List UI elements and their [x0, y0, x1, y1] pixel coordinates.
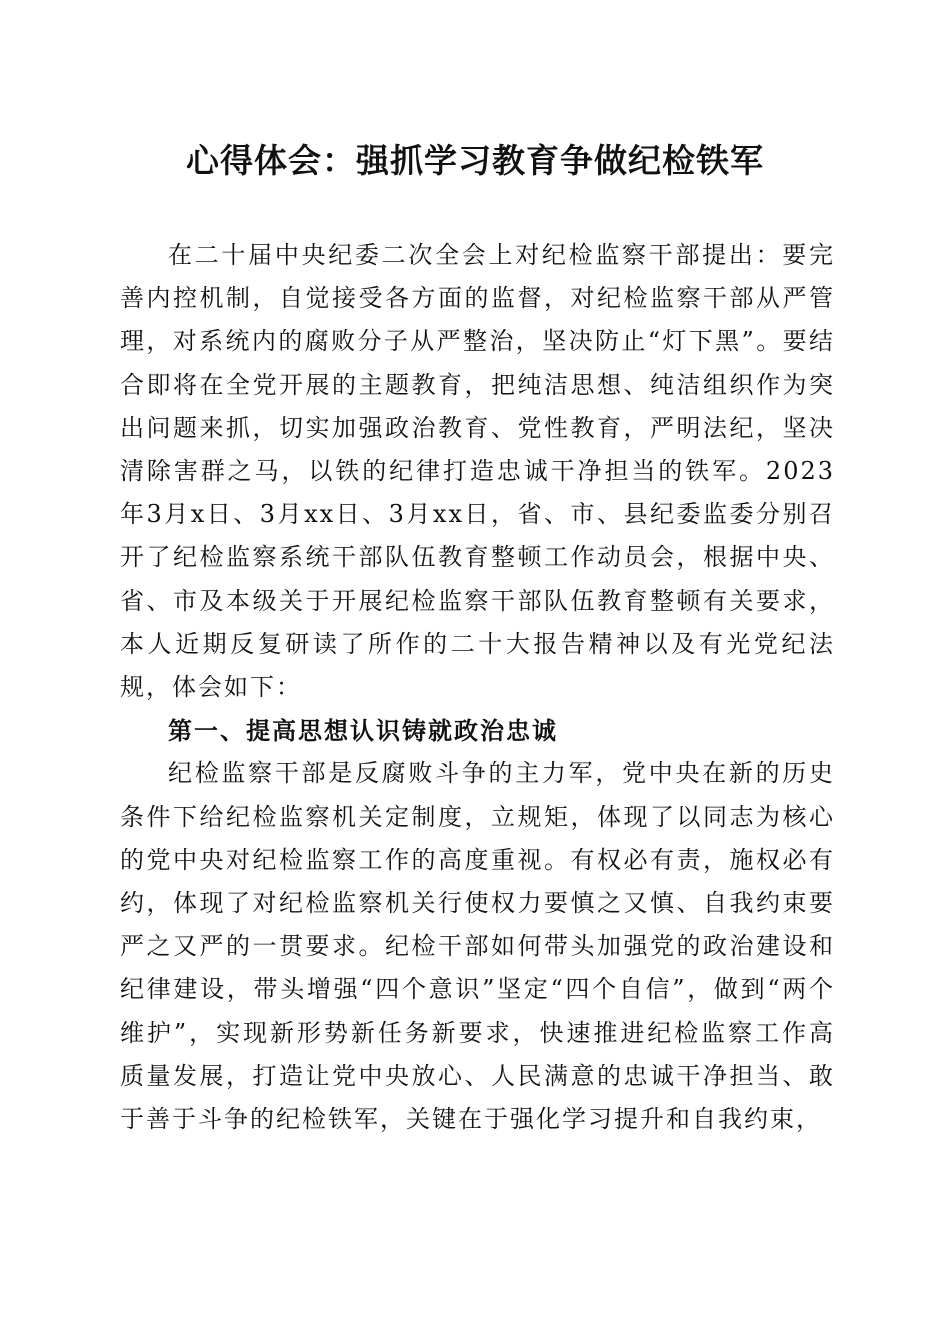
document-title: 心得体会：强抓学习教育争做纪检铁军 — [186, 141, 764, 180]
paragraph-intro: 在二十届中央纪委二次全会上对纪检监察干部提出：要完善内控机制，自觉接受各方面的监督，对纪检监察干部从严管理，对系统内的腐败分子从严整治，坚决防止“灯下黑”。要结合即将在全党开展的主题教育，把纯洁思想、纯洁组织作为突出问题来抓，切实加强政治教育、党性教育，严明法纪，坚决清除害群之马，以铁的纪律打造忠诚干净担当的铁军。2023年3月x日、3月xx日、3月xx日，省、市、县纪委监委分别召开了纪检监察系统干部队伍教育整顿工作动员会，根据中央、省、市及本级关于开展纪检监察干部队伍教育整顿有关要求，本人近期反复研读了所作的二十大报告精神以及有光党纪法规，体会如下： — [120, 241, 835, 702]
section-heading: 第一、提高思想认识铸就政治忠诚 — [168, 716, 558, 746]
document-body — [120, 234, 835, 1141]
paragraph-section-1: 纪检监察干部是反腐败斗争的主力军，党中央在新的历史条件下给纪检监察机关定制度，立规矩，体现了以同志为核心的党中央对纪检监察工作的高度重视。有权必有责，施权必有约，体现了对纪检监察机关行使权力要慎之又慎、自我约束要严之又严的一贯要求。纪检干部如何带头加强党的政治建设和纪律建设，带头增强“四个意识”坚定“四个自信”，做到“两个维护”，实现新形势新任务新要求，快速推进纪检监察工作高质量发展，打造让党中央放心、人民满意的忠诚干净担当、敢于善于斗争的纪检铁军，关键在于强化学习提升和自我约束， — [120, 759, 835, 1134]
